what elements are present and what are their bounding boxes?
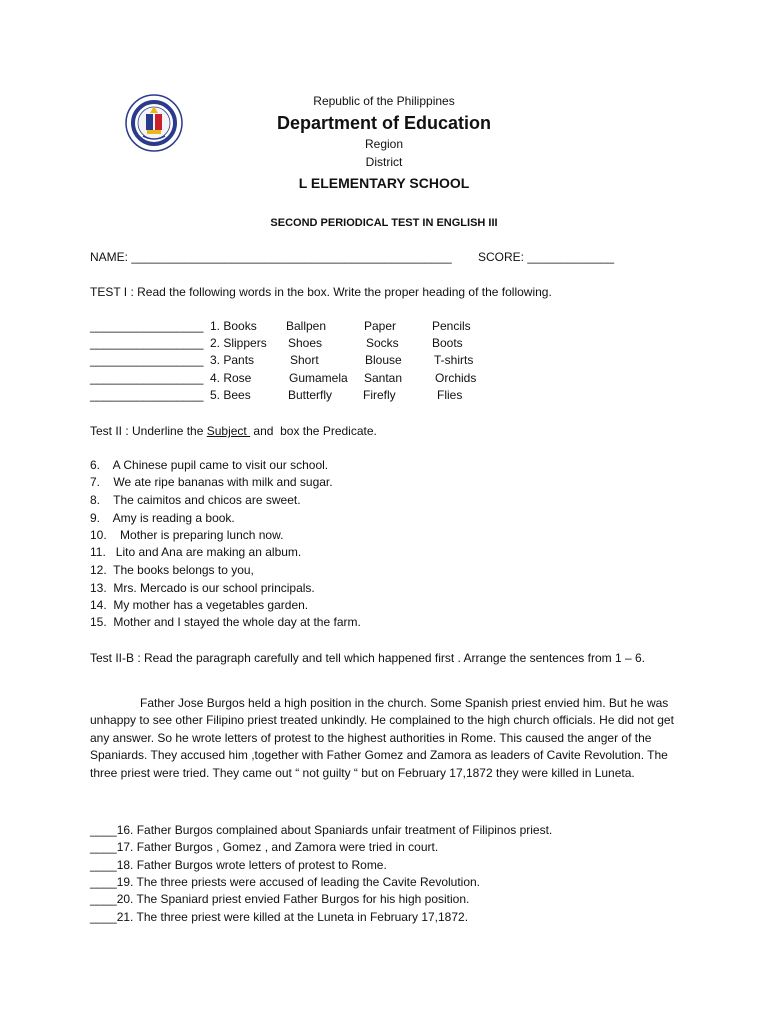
item-word: 5. Bees xyxy=(210,388,251,402)
item-word: 3. Pants xyxy=(210,353,255,367)
test2b-instruction: Test II-B : Read the paragraph carefully and tell which happened first . Arrange the sentences from 1 – 6. xyxy=(90,651,645,665)
answer-blank: _________________ xyxy=(90,371,204,385)
item-word: Shoes xyxy=(288,336,323,350)
item-word: Boots xyxy=(432,336,463,350)
sentence-item: 12. The books belongs to you, xyxy=(90,563,254,577)
answer-blank: _________________ xyxy=(90,388,204,402)
sequence-item: ____16. Father Burgos complained about Spaniards unfair treatment of Filipinos priest. xyxy=(90,823,553,837)
republic-heading: Republic of the Philippines xyxy=(313,94,455,108)
test1-row xyxy=(90,353,730,370)
test2-instruction xyxy=(90,424,377,438)
item-word: Firefly xyxy=(363,388,396,402)
item-word: 1. Books xyxy=(210,319,257,333)
item-word: 2. Slippers xyxy=(210,336,267,350)
item-word: Flies xyxy=(437,388,463,402)
instruction-text: Test II : Underline the xyxy=(90,424,207,438)
sentence-item: 7. We ate ripe bananas with milk and sugar. xyxy=(90,475,333,489)
sentence-item: 11. Lito and Ana are making an album. xyxy=(90,545,302,559)
answer-blank: _________________ xyxy=(90,353,204,367)
item-word: T-shirts xyxy=(434,353,474,367)
item-word: 4. Rose xyxy=(210,371,252,385)
sequence-item: ____18. Father Burgos wrote letters of protest to Rome. xyxy=(90,858,387,872)
answer-blank: _________________ xyxy=(90,336,204,350)
sequence-item: ____20. The Spaniard priest envied Father Burgos for his high position. xyxy=(90,892,470,906)
sentence-item: 6. A Chinese pupil came to visit our school. xyxy=(90,458,329,472)
item-word: Socks xyxy=(366,336,399,350)
item-word: Gumamela xyxy=(289,371,348,385)
item-word: Butterfly xyxy=(288,388,333,402)
instruction-text: and box the Predicate. xyxy=(250,424,377,438)
district-heading: District xyxy=(365,155,403,169)
sequence-item: ____19. The three priests were accused of leading the Cavite Revolution. xyxy=(90,875,481,889)
item-word: Orchids xyxy=(435,371,477,385)
sequence-item: ____21. The three priest were killed at the Luneta in February 17,1872. xyxy=(90,910,469,924)
department-heading: Department of Education xyxy=(276,113,491,133)
test1-row xyxy=(90,388,730,405)
subject-underlined: Subject xyxy=(206,424,251,438)
sequence-item: ____17. Father Burgos , Gomez , and Zamora were tried in court. xyxy=(90,840,439,854)
region-heading: Region xyxy=(364,137,404,151)
answer-blank: _________________ xyxy=(90,319,204,333)
sentence-item: 14. My mother has a vegetables garden. xyxy=(90,598,309,612)
sentence-item: 15. Mother and I stayed the whole day at the farm. xyxy=(90,615,361,629)
score-field-label: SCORE: _____________ xyxy=(478,250,615,264)
test1-row xyxy=(90,371,730,388)
sentence-item: 9. Amy is reading a book. xyxy=(90,511,235,525)
reading-paragraph: Father Jose Burgos held a high position in the church. Some Spanish priest envied him. But he was unhappy to see other Filipino priest treated unkindly. He complained to the high church officials. He did not get any answer. So he wrote letters of protest to the highest authorities in Rome. This caused the anger of the Spaniards. They accused him ,together with Father Gomez and Zamora as leaders of Cavite Revolution. The three priest were tried. They came out “ not guilty “ but on February 17,1872 they were killed in Luneta. xyxy=(90,696,674,780)
sentence-item: 13. Mrs. Mercado is our school principals. xyxy=(90,581,315,595)
name-field-label: NAME: ________________________________________________ xyxy=(90,250,452,264)
item-word: Santan xyxy=(364,371,403,385)
item-word: Ballpen xyxy=(286,319,327,333)
test1-row xyxy=(90,336,730,353)
school-heading: L ELEMENTARY SCHOOL xyxy=(298,175,470,191)
sentence-item: 8. The caimitos and chicos are sweet. xyxy=(90,493,301,507)
item-word: Paper xyxy=(364,319,397,333)
test1-row xyxy=(90,319,730,336)
item-word: Blouse xyxy=(365,353,402,367)
item-word: Pencils xyxy=(432,319,471,333)
test-title: SECOND PERIODICAL TEST IN ENGLISH III xyxy=(270,217,498,229)
test1-instruction: TEST I : Read the following words in the box. Write the proper heading of the following. xyxy=(90,285,552,299)
item-word: Short xyxy=(290,353,319,367)
sentence-item: 10. Mother is preparing lunch now. xyxy=(90,528,284,542)
